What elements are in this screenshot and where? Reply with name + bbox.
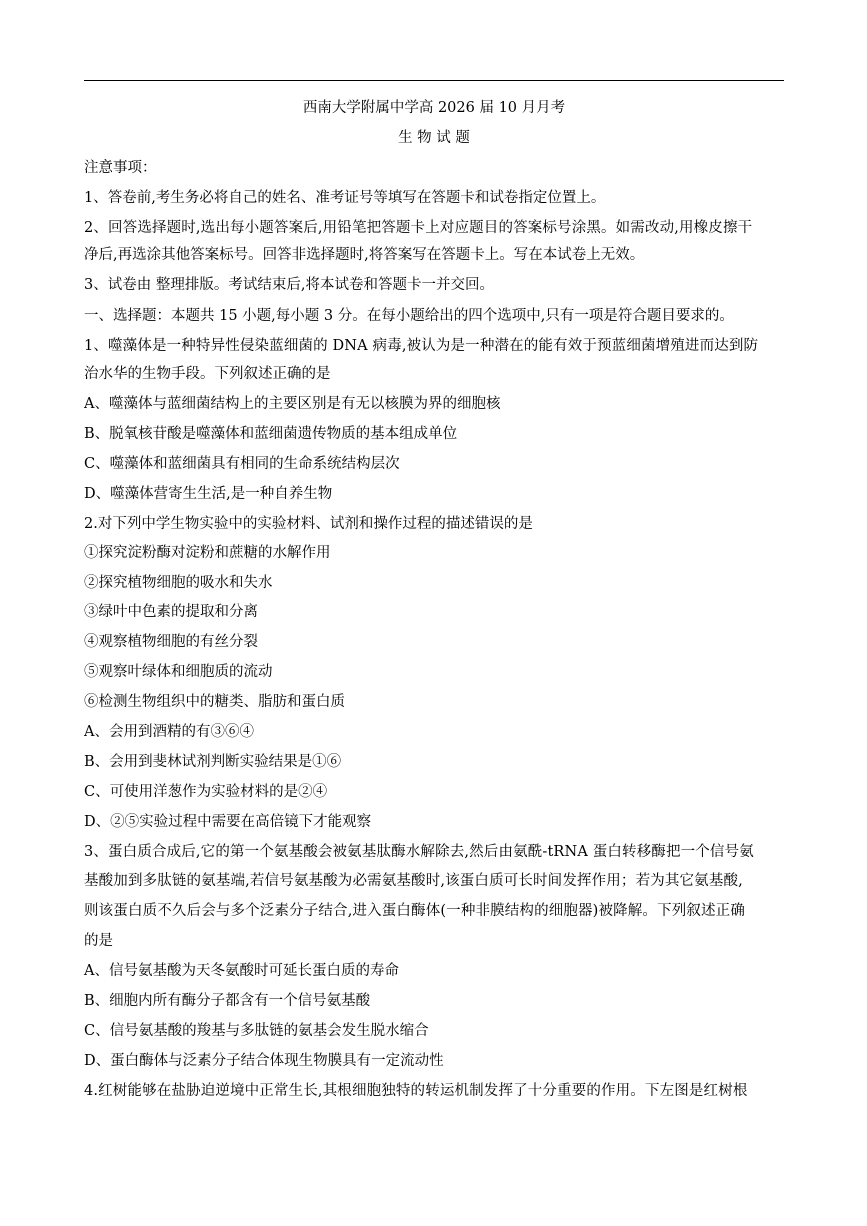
q2-experiment-4: ④观察植物细胞的有丝分裂: [84, 634, 258, 650]
notice-item-2-line-2: 净后,再选涂其他答案标号。回答非选择题时,将答案写在答题卡上。写在本试卷上无效。: [84, 247, 645, 263]
q2-experiment-5: ⑤观察叶绿体和细胞质的流动: [84, 664, 273, 680]
q1-option-a: A、噬藻体与蓝细菌结构上的主要区别是有无以核膜为界的细胞核: [84, 396, 501, 412]
q2-experiment-1: ①探究淀粉酶对淀粉和蔗糖的水解作用: [84, 545, 331, 561]
q2-experiment-2: ②探究植物细胞的吸水和失水: [84, 575, 273, 591]
q2-experiment-6: ⑥检测生物组织中的糖类、脂肪和蛋白质: [84, 694, 345, 710]
q2-stem: 2.对下列中学生物实验中的实验材料、试剂和操作过程的描述错误的是: [84, 516, 533, 532]
notice-item-1: 1、答卷前,考生务必将自己的姓名、准考证号等填写在答题卡和试卷指定位置上。: [84, 190, 606, 206]
exam-title: 西南大学附属中学高 2026 届 10 月月考: [302, 100, 566, 116]
q3-option-a: A、信号氨基酸为天冬氨酸时可延长蛋白质的寿命: [84, 963, 399, 979]
section-1-heading: 一、选择题：本题共 15 小题,每小题 3 分。在每小题给出的四个选项中,只有一项是符合题目要求的。: [84, 308, 734, 324]
q2-experiment-3: ③绿叶中色素的提取和分离: [84, 604, 258, 620]
q3-option-c: C、信号氨基酸的羧基与多肽链的氨基会发生脱水缩合: [84, 1023, 429, 1039]
q3-option-d: D、蛋白酶体与泛素分子结合体现生物膜具有一定流动性: [84, 1053, 444, 1069]
q3-stem-line-4: 的是: [84, 933, 113, 949]
q2-option-d: D、②⑤实验过程中需要在高倍镜下才能观察: [84, 814, 372, 830]
q4-stem-line-1: 4.红树能够在盐胁迫逆境中正常生长,其根细胞独特的转运机制发挥了十分重要的作用。下左图是红树根: [84, 1083, 748, 1099]
subject-title: 生 物 试 题: [398, 130, 470, 146]
q1-stem-line-2: 治水华的生物手段。下列叙述正确的是: [84, 366, 331, 382]
q1-option-b: B、脱氧核苷酸是噬藻体和蓝细菌遗传物质的基本组成单位: [84, 426, 458, 442]
q2-option-b: B、会用到斐林试剂判断实验结果是①⑥: [84, 754, 342, 770]
q3-stem-line-2: 基酸加到多肽链的氨基端,若信号氨基酸为必需氨基酸时,该蛋白质可长时间发挥作用；若为其它氨基酸,: [84, 873, 743, 889]
q1-option-d: D、噬藻体营寄生生活,是一种自养生物: [84, 486, 333, 502]
q3-stem-line-1: 3、蛋白质合成后,它的第一个氨基酸会被氨基肽酶水解除去,然后由氨酰-tRNA 蛋白转移酶把一个信号氨: [84, 844, 754, 860]
notice-item-2-line-1: 2、回答选择题时,选出每小题答案后,用铅笔把答题卡上对应题目的答案标号涂黑。如需改动,用橡皮擦干: [84, 220, 753, 236]
q3-stem-line-3: 则该蛋白质不久后会与多个泛素分子结合,进入蛋白酶体(一种非膜结构的细胞器)被降解。下列叙述正确: [84, 903, 745, 919]
header-rule: [84, 80, 784, 81]
q1-option-c: C、噬藻体和蓝细菌具有相同的生命系统结构层次: [84, 456, 400, 472]
q3-option-b: B、细胞内所有酶分子都含有一个信号氨基酸: [84, 993, 371, 1009]
q1-stem-line-1: 1、噬藻体是一种特异性侵染蓝细菌的 DNA 病毒,被认为是一种潜在的能有效于预蓝细菌增殖进而达到防: [84, 338, 759, 354]
q2-option-c: C、可使用洋葱作为实验材料的是②④: [84, 784, 328, 800]
notice-heading: 注意事项：: [84, 160, 157, 176]
notice-item-3: 3、试卷由 整理排版。考试结束后,将本试卷和答题卡一并交回。: [84, 277, 494, 293]
q2-option-a: A、会用到酒精的有③⑥④: [84, 724, 254, 740]
